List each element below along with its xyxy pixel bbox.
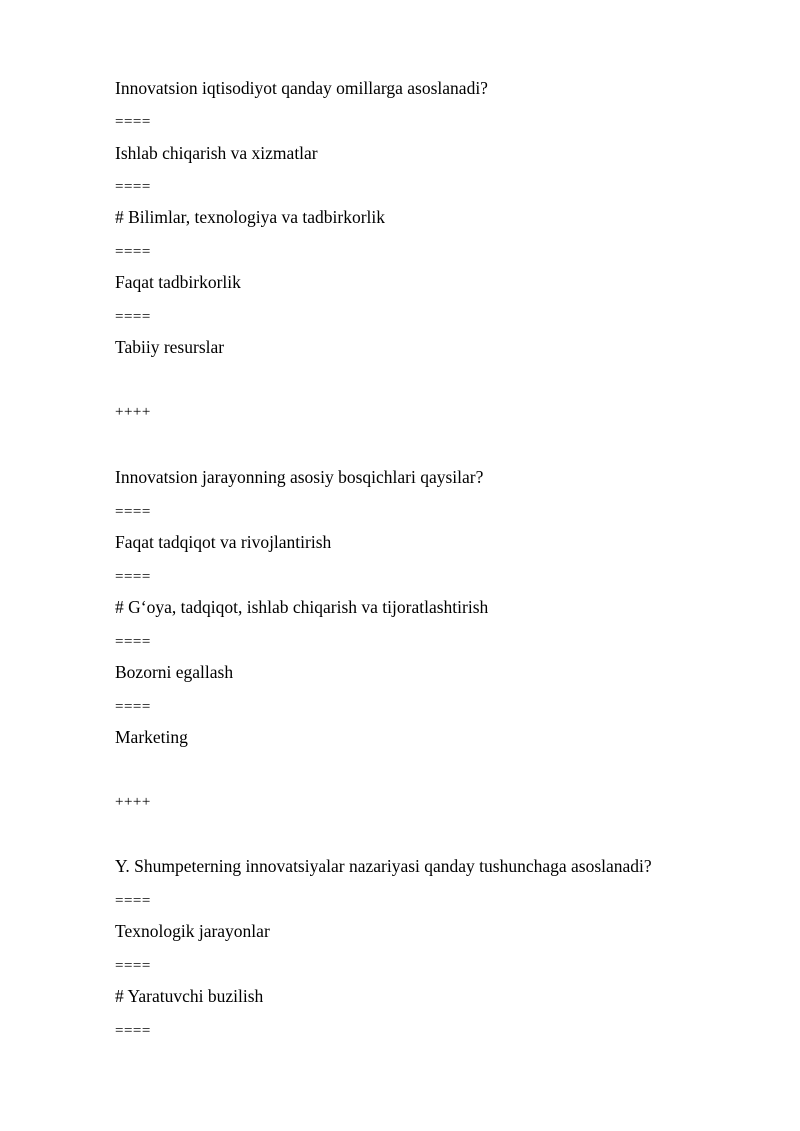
option-separator: ==== (115, 309, 151, 325)
option-separator: ==== (115, 114, 151, 130)
option-separator: ==== (115, 893, 151, 909)
question-text: Y. Shumpeterning innovatsiyalar nazariyasi qanday tushunchaga asoslanadi? (115, 856, 652, 876)
answer-option-correct: # G‘oya, tadqiqot, ishlab chiqarish va tijoratlashtirish (115, 597, 489, 617)
option-separator: ==== (115, 634, 151, 650)
answer-option: Faqat tadqiqot va rivojlantirish (115, 532, 332, 552)
block-separator: ++++ (115, 404, 151, 420)
option-separator: ==== (115, 179, 151, 195)
answer-option: Ishlab chiqarish va xizmatlar (115, 143, 318, 163)
answer-option: Marketing (115, 727, 188, 747)
answer-option: Bozorni egallash (115, 662, 234, 682)
answer-option-correct: # Yaratuvchi buzilish (115, 986, 264, 1006)
block-separator: ++++ (115, 794, 151, 810)
option-separator: ==== (115, 958, 151, 974)
option-separator: ==== (115, 569, 151, 585)
option-separator: ==== (115, 244, 151, 260)
option-separator: ==== (115, 699, 151, 715)
answer-option: Tabiiy resurslar (115, 337, 225, 357)
question-text: Innovatsion iqtisodiyot qanday omillarga asoslanadi? (115, 78, 488, 98)
answer-option: Texnologik jarayonlar (115, 921, 270, 941)
answer-option-correct: # Bilimlar, texnologiya va tadbirkorlik (115, 207, 386, 227)
answer-option: Faqat tadbirkorlik (115, 272, 241, 292)
option-separator: ==== (115, 504, 151, 520)
question-text: Innovatsion jarayonning asosiy bosqichlari qaysilar? (115, 467, 484, 487)
option-separator: ==== (115, 1023, 151, 1039)
